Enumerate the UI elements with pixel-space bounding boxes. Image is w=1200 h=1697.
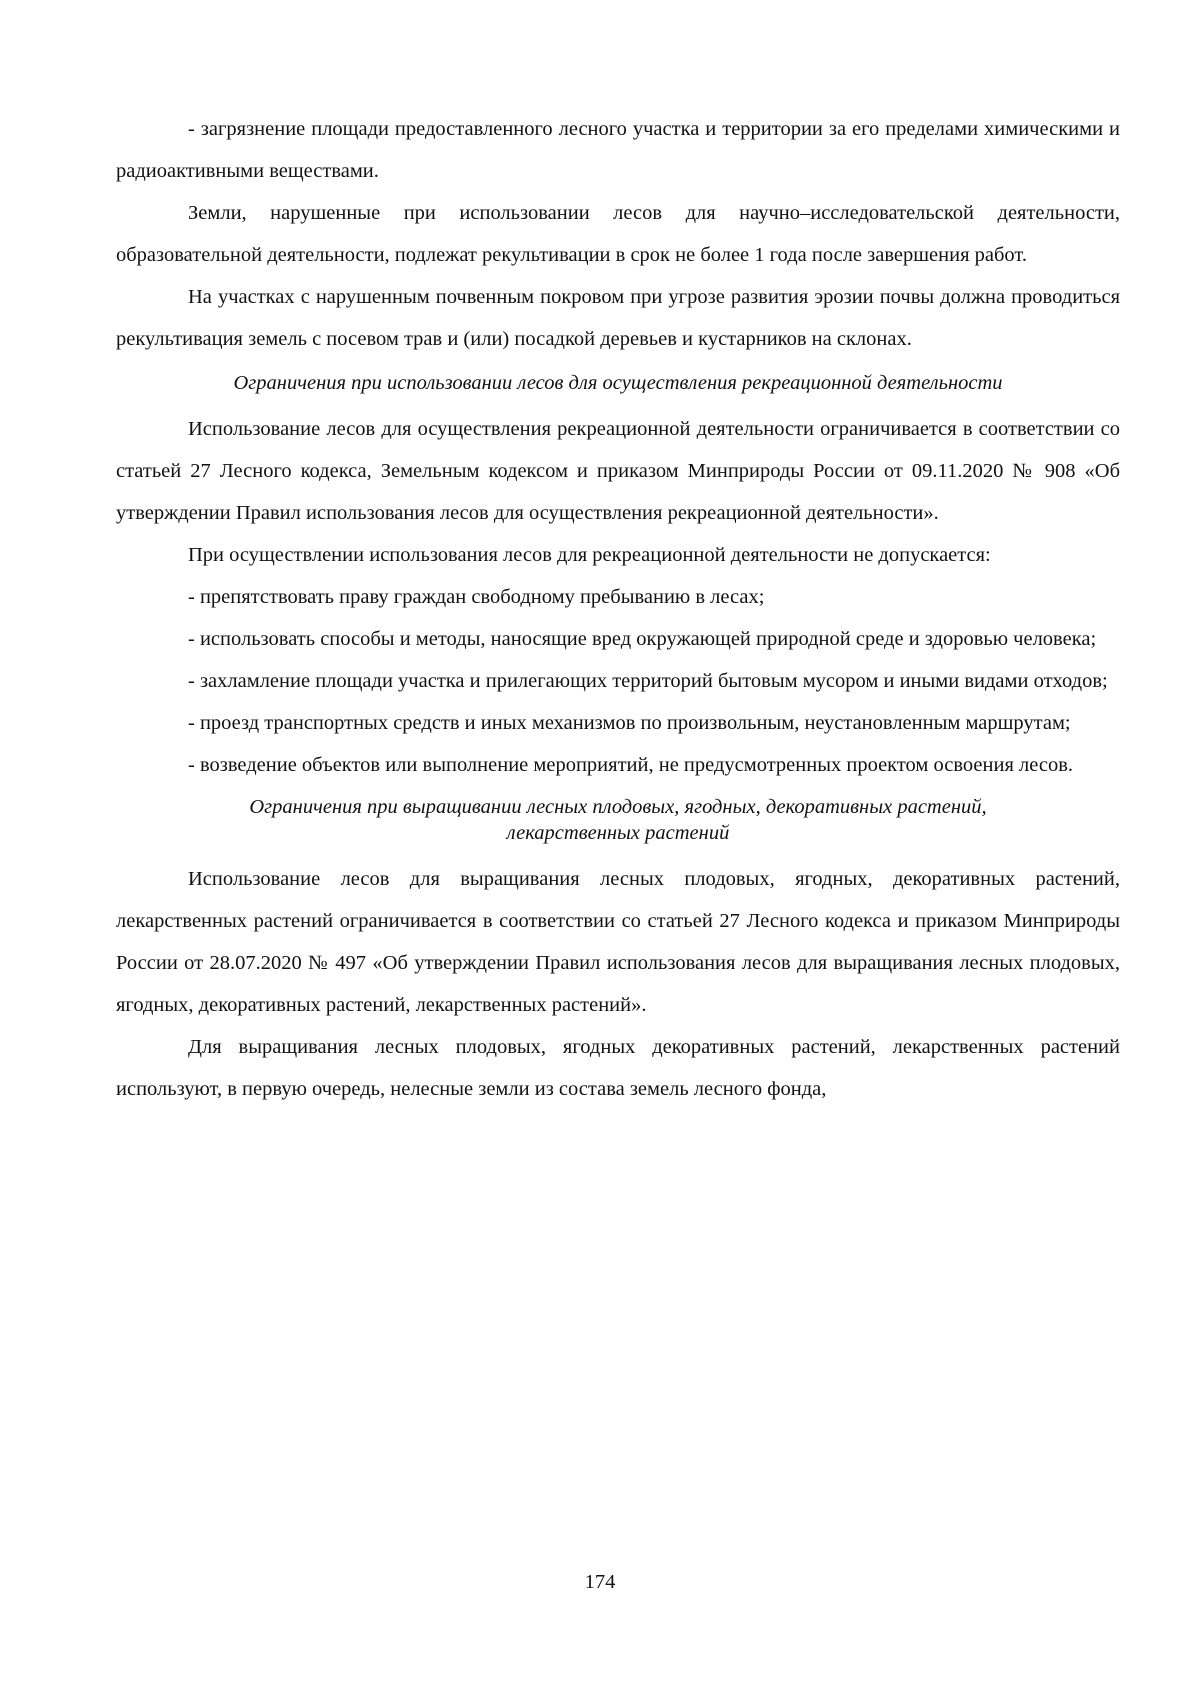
paragraph-recreation-prohibited: При осуществлении использования лесов для рекреационной деятельности не допускается: [188,544,991,566]
list-item-construction: - возведение объектов или выполнение мероприятий, не предусмотренных проектом освоения лесов. [188,754,1073,776]
paragraph-erosion: На участках с нарушенным почвенным покровом при угрозе развития эрозии почвы должна проводиться рекультивация земель с посевом трав и (или) посадкой деревьев и кустарников на склонах. [116,286,1120,350]
paragraph-land-recultivation: Земли, нарушенные при использовании лесов для научно–исследовательской деятельности, образовательной деятельности, подлежат рекультивации в срок не более 1 года после завершения работ. [116,202,1120,266]
list-item-vehicle-passage: - проезд транспортных средств и иных механизмов по произвольным, неустановленным маршрутам; [188,712,1071,734]
page-number: 174 [584,1571,616,1593]
paragraph-recreation-law: Использование лесов для осуществления рекреационной деятельности ограничивается в соответствии со статьей 27 Лесного кодекса, Земельным кодексом и приказом Минприроды России от 09.11.2020 № 908 «Об утверждении Правил использования лесов для осуществления рекреационной деятельности». [116,418,1120,524]
list-item-harmful-methods: - использовать способы и методы, наносящие вред окружающей природной среде и здоровью человека; [188,628,1097,650]
document-page [116,108,1120,1110]
paragraph-cultivation-lands: Для выращивания лесных плодовых, ягодных декоративных растений, лекарственных растений используют, в первую очередь, нелесные земли из состава земель лесного фонда, [116,1036,1120,1100]
paragraph-pollution: - загрязнение площади предоставленного лесного участка и территории за его пределами химическими и радиоактивными веществами. [116,118,1120,182]
paragraph-cultivation-law: Использование лесов для выращивания лесных плодовых, ягодных, декоративных растений, лекарственных растений ограничивается в соответствии со статьей 27 Лесного кодекса и приказом Минприроды России от 28.07.2020 № 497 «Об утверждении Правил использования лесов для выращивания лесных плодовых, ягодных, декоративных растений, лекарственных растений». [116,868,1120,1016]
section-heading-cultivation [116,794,1120,846]
section-heading-recreation: Ограничения при использовании лесов для осуществления рекреационной деятельности [233,372,1003,394]
section-heading-cultivation-line2: лекарственных растений [506,822,730,844]
section-heading-cultivation-line1: Ограничения при выращивании лесных плодовых, ягодных, декоративных растений, [249,796,987,818]
list-item-free-access: - препятствовать праву граждан свободному пребыванию в лесах; [188,586,765,608]
list-item-littering: - захламление площади участка и прилегающих территорий бытовым мусором и иными видами отходов; [188,670,1108,692]
